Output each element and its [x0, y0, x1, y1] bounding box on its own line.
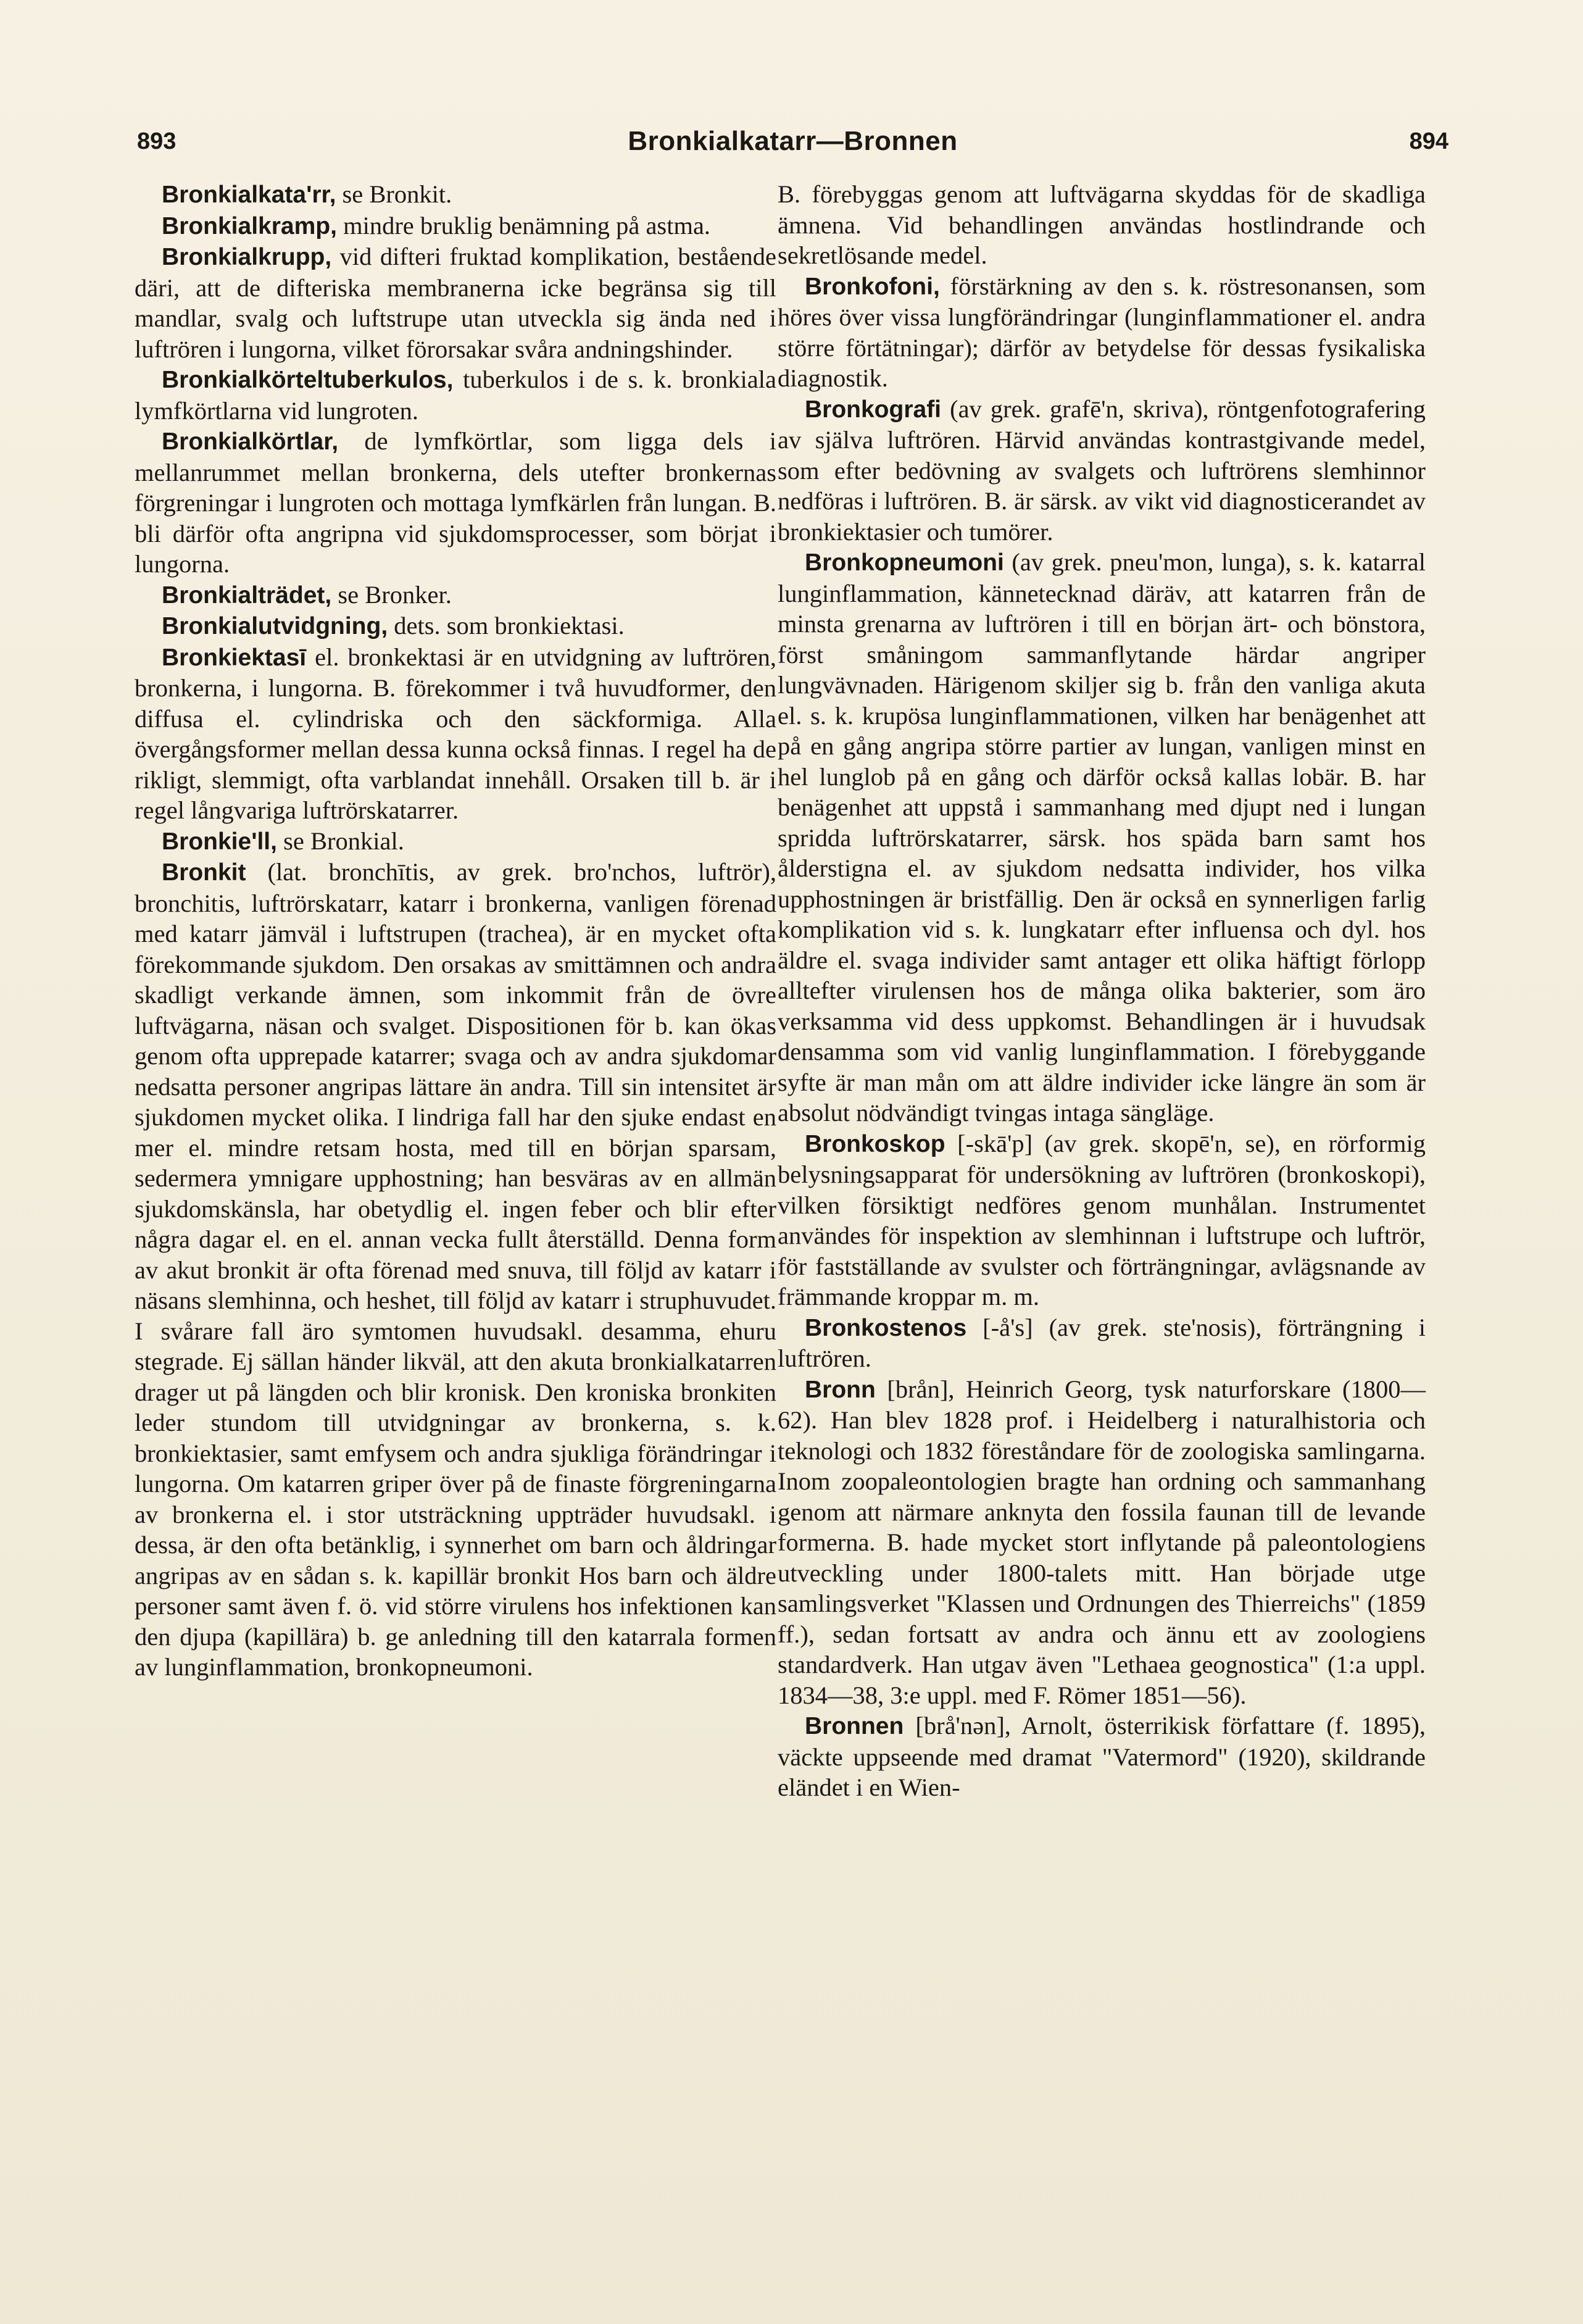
entry-text: [-å's] (av grek. ste'nosis), förträngning i luftrören.	[778, 1313, 1426, 1372]
entry	[135, 179, 776, 210]
entry	[778, 1312, 1426, 1374]
entry	[778, 1128, 1426, 1312]
left-column	[135, 179, 776, 1683]
entry-text: (av grek. pneu'mon, lunga), s. k. katarral lunginflammation, kännetecknad däräv, att katarren från de minsta grenarna av luftrören i till en början ärt- och bönstora, först småningom sammanflytande härdar angriper lungvävnaden. Härigenom skiljer sig b. från den vanliga akuta el. s. k. krupösa lunginflammationen, vilken har benägenhet att på en gång angripa större partier av lungan, vanligen minst en hel lunglob på en gång och därför också kallas lobär. B. har benägenhet att uppstå i sammanhang med djupt ned i lungan spridda luftrörskatarrer, särsk. hos späda barn samt hos ålderstigna el. av sjukdom nedsatta individer, hos vilka upphostningen är bristfällig. Den är också en synnerligen farlig komplikation vid s. k. lungkatarr efter influensa och dyl. hos äldre el. svaga individer samt antager ett olika häftigt förlopp alltefter virulensen hos de många olika bakterier, som äro verksamma vid dess uppkomst. Behandlingen är i huvudsak densamma som vid vanlig lunginflammation. I förebyggande syfte är man mån om att äldre individer icke längre än som är absolut nödvändigt tvingas intaga sängläge.	[778, 548, 1426, 1127]
headword: Bronkialkata'rr,	[162, 181, 336, 208]
headword: Bronkografi	[805, 396, 942, 423]
headword: Bronkie'll,	[162, 828, 277, 855]
entry	[135, 826, 776, 857]
entry-text: [-skā'p] (av grek. skopē'n, se), en rörformig belysningsapparat för undersökning av luftrören (bronkoskopi), vilken försiktigt nedföres genom munhålan. Instrumentet användes för inspektion av slemhinnan i luftstrupe och luftrör, för fastställande av svulster och förträngningar, avlägsnande av främmande kroppar m. m.	[778, 1129, 1426, 1310]
headword: Bronkostenos	[805, 1314, 967, 1341]
page-header	[137, 122, 1448, 172]
entry	[135, 241, 776, 364]
entry	[135, 857, 776, 1683]
entry	[778, 1710, 1426, 1803]
entry	[135, 210, 776, 242]
entry-text: [brån], Heinrich Georg, tysk naturforskare (1800—62). Han blev 1828 prof. i Heidelberg i naturalhistoria och teknologi och 1832 föreståndare för de zoologiska samlingarna. Inom zoopaleontologien bragte han ordning och sammanhang genom att närmare anknyta den fossila faunan till de levande formerna. B. hade mycket stort inflytande på paleontologiens utveckling under 1800-talets mitt. Han började utge samlingsverket "Klassen und Ordnungen des Thierreichs" (1859 ff.), sedan fortsatt av andra och ännu ett av zoologiens standardverk. Han utgav även "Lethaea geognostica" (1:a uppl. 1834—38, 3:e uppl. med F. Römer 1851—56).	[778, 1375, 1426, 1709]
entry-text: tuberkulos i de s. k. bronkiala lymfkörtlarna vid lungroten.	[135, 365, 776, 425]
headword: Bronkiektasī	[162, 644, 307, 671]
entry	[135, 364, 776, 426]
entry	[778, 271, 1426, 394]
entry-text: förstärkning av den s. k. röstresonansen, som höres över vissa lungförändringar (lunginflammationer el. andra större förtätningar); därför av betydelse för dessas fysikaliska diagnostik.	[778, 272, 1426, 392]
entry-text: de lymfkörtlar, som ligga dels i mellanrummet mellan bronkerna, dels utefter bronkernas förgreningar i lungroten och mottaga lymfkärlen från lungan. B. bli därför ofta angripna vid sjukdomsprocesser, som börjat i lungorna.	[135, 427, 776, 578]
headword: Bronkit	[162, 859, 246, 886]
headword: Bronn	[805, 1376, 876, 1403]
headword: Bronkoskop	[805, 1130, 945, 1157]
entry-text: (av grek. grafē'n, skriva), röntgenfotografering av själva luftrören. Härvid användas kontrastgivande medel, som efter bedövning av svalgets och luftrörens slemhinnor nedföras i luftrören. B. är särsk. av vikt vid diagnosticerandet av bronkiektasier och tumörer.	[778, 394, 1426, 546]
entry-text: (lat. bronchītis, av grek. bro'nchos, luftrör), bronchitis, luftrörskatarr, katarr i bronkerna, vanligen förenad med katarr jämväl i luftstrupen (trachea), är en mycket ofta förekommande sjukdom. Den orsakas av smittämnen och andra skadligt verkande ämnen, som inkommit från de övre luftvägarna, näsan och svalget. Dispositionen för b. kan ökas genom ofta upprepade katarrer; svaga och av andra sjukdomar nedsatta personer angripas lättare än andra. Till sin intensitet är sjukdomen mycket olika. I lindriga fall har den sjuke endast en mer el. mindre retsam hosta, med till en början sparsam, sedermera ymnigare upphostning; han besväras av en allmän sjukdomskänsla, har obetydlig el. ingen feber och blir efter några dagar el. en el. annan vecka fullt återställd. Denna form av akut bronkit är ofta förenad med snuva, till följd av katarr i näsans slemhinna, och heshet, till följd av katarr i struphuvudet. I svårare fall äro symtomen huvudsakl. desamma, ehuru stegrade. Ej sällan händer likväl, att den akuta bronkialkatarren drager ut på längden och blir kronisk. Den kroniska bronkiten leder stundom till utvidgningar av bronkerna, s. k. bronkiektasier, samt emfysem och andra sjukliga förändringar i lungorna. Om katarren griper över på de finaste förgreningarna av bronkerna el. i stor utsträckning uppträder huvudsakl. i dessa, är den ofta betänklig, i synnerhet om barn och åldringar angripas av en sådan s. k. kapillär bronkit Hos barn och äldre personer samt även f. ö. vid större virulens hos infektionen kan den djupa (kapillära) b. ge anledning till den katarrala formen av lunginflammation, bronkopneumoni.	[135, 858, 776, 1681]
entry	[778, 547, 1426, 1128]
entry-text: mindre bruklig benämning på astma.	[336, 211, 711, 239]
entry	[778, 394, 1426, 548]
headword: Bronkofoni,	[805, 273, 940, 300]
headword: Bronkopneumoni	[805, 549, 1004, 576]
page-number-left: 893	[137, 128, 177, 154]
entry-text: el. bronkektasi är en utvidgning av luftrören, bronkerna, i lungorna. B. förekommer i två huvudformer, den diffusa el. cylindriska och den säckformiga. Alla övergångsformer mellan dessa kunna också finnas. I regel ha de rikligt, slemmigt, ofta varblandat innehåll. Orsaken till b. är i regel långvariga luftrörskatarrer.	[135, 643, 776, 824]
entry	[135, 426, 776, 580]
headword: Bronkialkörteltuberkulos,	[162, 367, 454, 393]
headword: Bronkialkramp,	[162, 212, 337, 239]
right-column	[778, 179, 1426, 1803]
entry-text: se Bronkit.	[336, 180, 452, 208]
entry-text: se Bronker.	[331, 580, 452, 609]
running-head: Bronkialkatarr—Bronnen	[628, 126, 958, 156]
entry-text: [brå'nən], Arnolt, österrikisk författare (f. 1895), väckte uppseende med dramat "Vatermord" (1920), skildrande eländet i en Wien-	[778, 1712, 1426, 1801]
entry	[778, 1374, 1426, 1711]
headword: Bronkialutvidgning,	[162, 613, 388, 639]
entry-text: se Bronkial.	[276, 827, 404, 855]
entry-text: dets. som bronkiektasi.	[388, 612, 625, 639]
entry-text: B. förebyggas genom att luftvägarna skyddas för de skadliga ämnena. Vid behandlingen användas hostlindrande och sekretlösande medel.	[778, 180, 1426, 269]
entry	[135, 610, 776, 642]
headword: Bronnen	[805, 1713, 904, 1739]
headword: Bronkialträdet,	[162, 581, 332, 609]
entry	[135, 642, 776, 826]
headword: Bronkialkörtlar,	[162, 428, 339, 455]
entry-text: vid difteri fruktad komplikation, bestående däri, att de difteriska membranerna icke begränsa sig till mandlar, svalg och luftstrupe utan utveckla sig ända ned i luftrören i lungorna, vilket förorsakar svåra andningshinder.	[135, 243, 776, 363]
headword: Bronkialkrupp,	[162, 244, 332, 270]
page-number-right: 894	[1409, 128, 1448, 154]
entry-continuation	[778, 179, 1426, 271]
entry	[135, 580, 776, 611]
